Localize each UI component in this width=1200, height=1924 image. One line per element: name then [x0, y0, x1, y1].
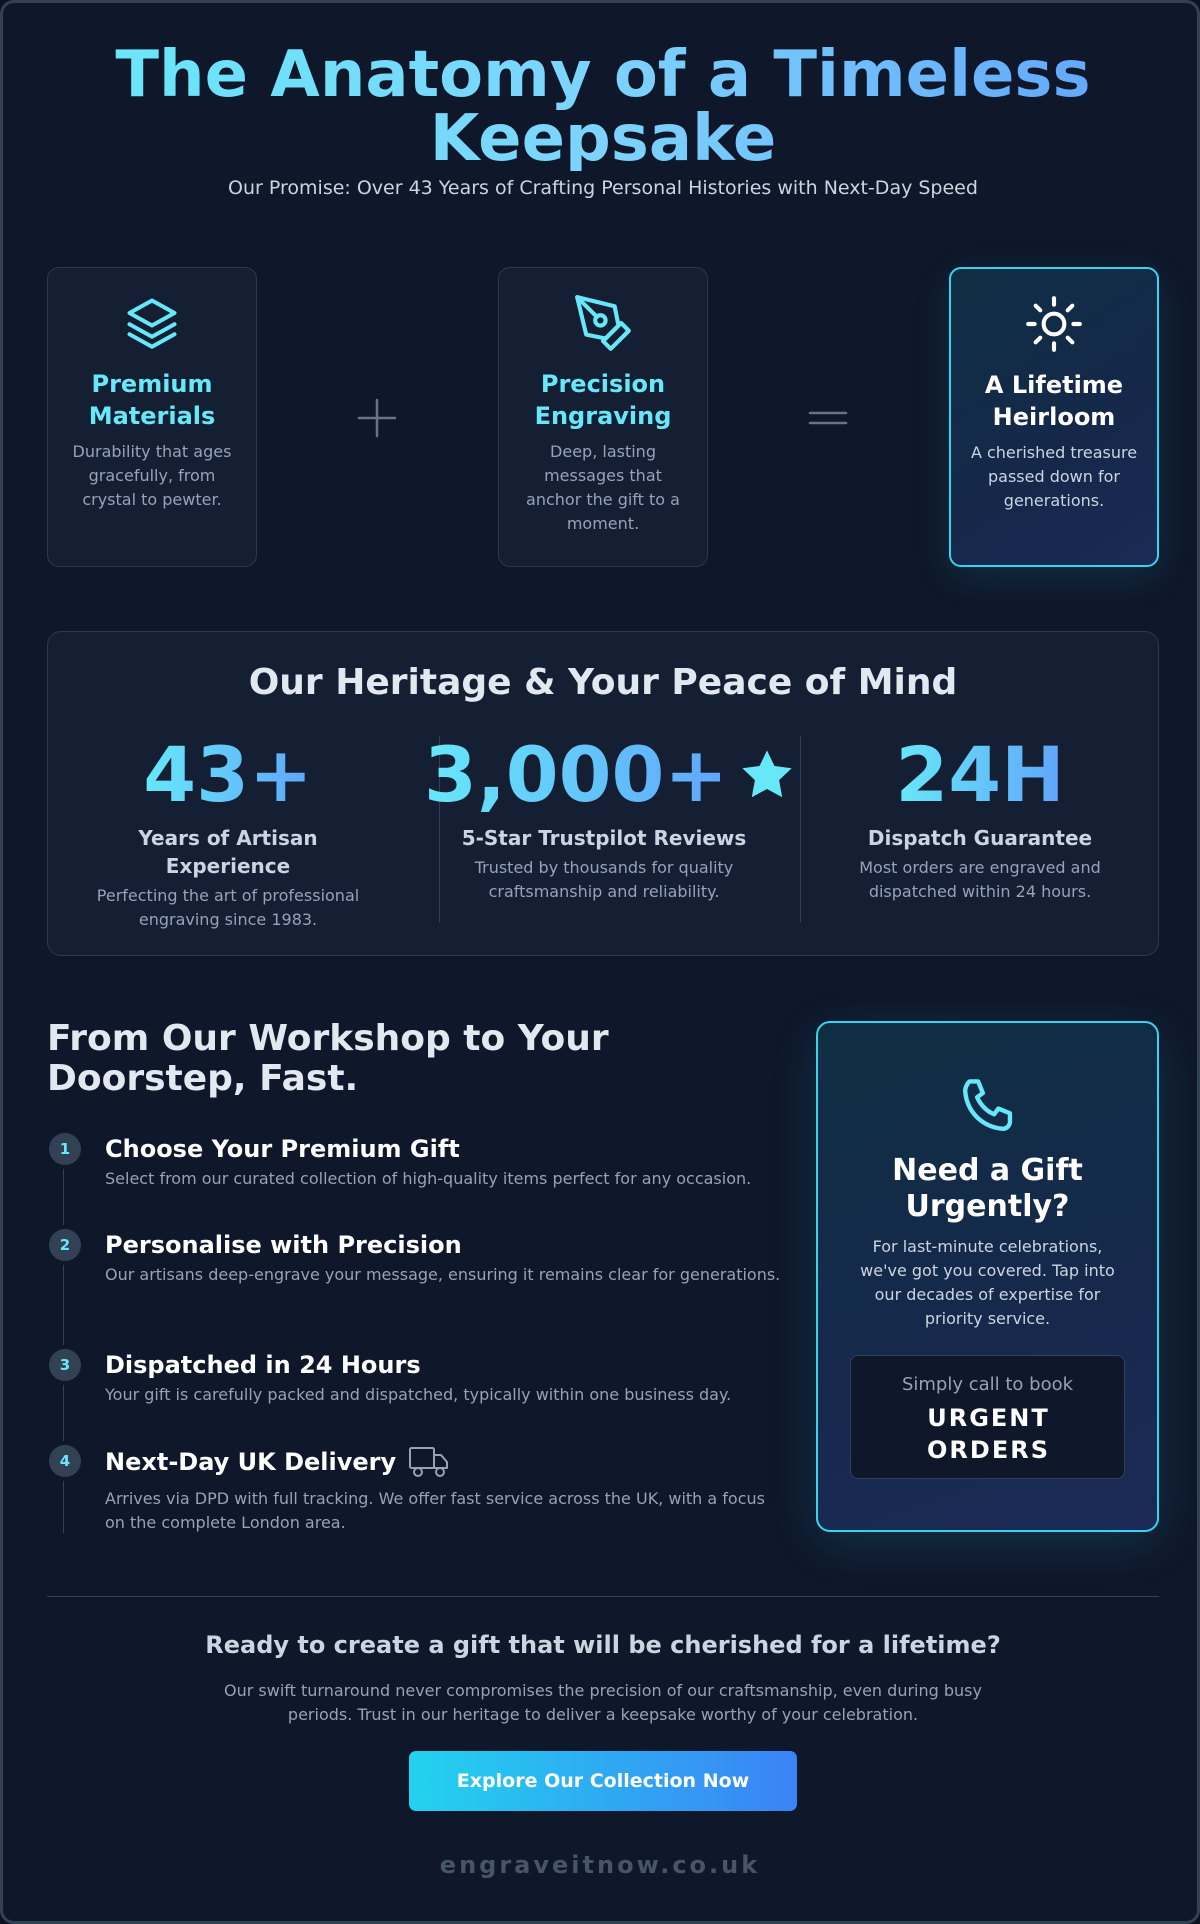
plus-icon — [347, 388, 407, 448]
card-text: Deep, lasting messages that anchor the gift to a moment. — [526, 442, 680, 533]
layers-icon — [64, 292, 240, 354]
card-text: Durability that ages gracefully, from crystal to pewter. — [72, 442, 232, 509]
call-to-book-label: Simply call to book — [901, 1374, 1074, 1395]
stat-description: Trusted by thousands for quality craftsmanship and reliability. — [474, 858, 734, 901]
card-title: A Lifetime Heirloom — [984, 371, 1124, 431]
sun-icon — [967, 293, 1141, 355]
step-title: Personalise with Precision — [105, 1231, 462, 1259]
section-divider — [47, 1596, 1159, 1597]
stat-dispatch — [830, 730, 1130, 904]
truck-icon — [408, 1445, 450, 1479]
card-title: Premium Materials — [88, 370, 216, 430]
heritage-panel — [47, 631, 1159, 956]
step-title: Choose Your Premium Gift — [105, 1135, 460, 1163]
step-number: 4 — [49, 1445, 81, 1477]
site-domain: engraveitnow.co.uk — [439, 1851, 761, 1879]
step-number: 3 — [49, 1349, 81, 1381]
stat-value: 24H — [895, 730, 1065, 819]
page-title: The Anatomy of a Timeless Keepsake — [63, 43, 1143, 171]
heritage-title: Our Heritage & Your Peace of Mind — [248, 662, 958, 703]
workshop-title: From Our Workshop to Your Doorstep, Fast. — [47, 1018, 609, 1099]
urgent-title: Need a Gift Urgently? — [892, 1153, 1083, 1224]
stat-divider — [800, 736, 801, 922]
urgent-text: For last-minute celebrations, we've got you covered. Tap into our decades of expertise for priority service. — [860, 1237, 1115, 1328]
stat-value: 3,000+ — [424, 730, 796, 820]
stat-label: Dispatch Guarantee — [867, 826, 1093, 850]
step-number: 1 — [49, 1133, 81, 1165]
step-text: Select from our curated collection of high-quality items perfect for any occasion. — [105, 1169, 752, 1188]
equals-icon — [798, 388, 858, 448]
stat-label: Years of Artisan Experience — [138, 826, 318, 878]
step-text: Our artisans deep-engrave your message, ensuring it remains clear for generations. — [105, 1265, 781, 1284]
phone-icon — [818, 1075, 1157, 1137]
stat-years — [88, 730, 368, 932]
page-subtitle: Our Promise: Over 43 Years of Crafting Personal Histories with Next-Day Speed — [228, 177, 978, 199]
stat-label: 5-Star Trustpilot Reviews — [461, 826, 747, 850]
step-text: Your gift is carefully packed and dispatched, typically within one business day. — [105, 1385, 732, 1404]
step-text: Arrives via DPD with full tracking. We offer fast service across the UK, with a focus on the complete London area. — [105, 1489, 765, 1532]
card-precision-engraving — [498, 267, 708, 567]
explore-collection-button[interactable]: Explore Our Collection Now — [409, 1751, 797, 1811]
card-premium-materials — [47, 267, 257, 567]
cta-text: Our swift turnaround never compromises the precision of our craftsmanship, even during busy periods. Trust in our heritage to deliver a keepsake worthy of your celebration. — [224, 1681, 982, 1724]
step-title: Dispatched in 24 Hours — [105, 1351, 421, 1379]
stat-value: 43+ — [143, 730, 313, 819]
card-title: Precision Engraving — [534, 370, 672, 430]
step-title: Next-Day UK Delivery — [105, 1445, 450, 1479]
stat-reviews — [424, 730, 784, 904]
pen-nib-icon — [515, 292, 691, 354]
cta-title: Ready to create a gift that will be cherished for a lifetime? — [205, 1631, 1001, 1659]
stat-description: Most orders are engraved and dispatched within 24 hours. — [859, 858, 1101, 901]
urgent-order-card — [816, 1021, 1159, 1532]
card-text: A cherished treasure passed down for generations. — [970, 443, 1138, 510]
card-lifetime-heirloom — [949, 267, 1159, 567]
urgent-orders-label: URGENT ORDERS — [927, 1404, 1050, 1464]
step-number: 2 — [49, 1229, 81, 1261]
stat-description: Perfecting the art of professional engraving since 1983. — [96, 886, 360, 929]
star-icon — [738, 746, 796, 804]
call-to-book-box — [850, 1355, 1125, 1479]
